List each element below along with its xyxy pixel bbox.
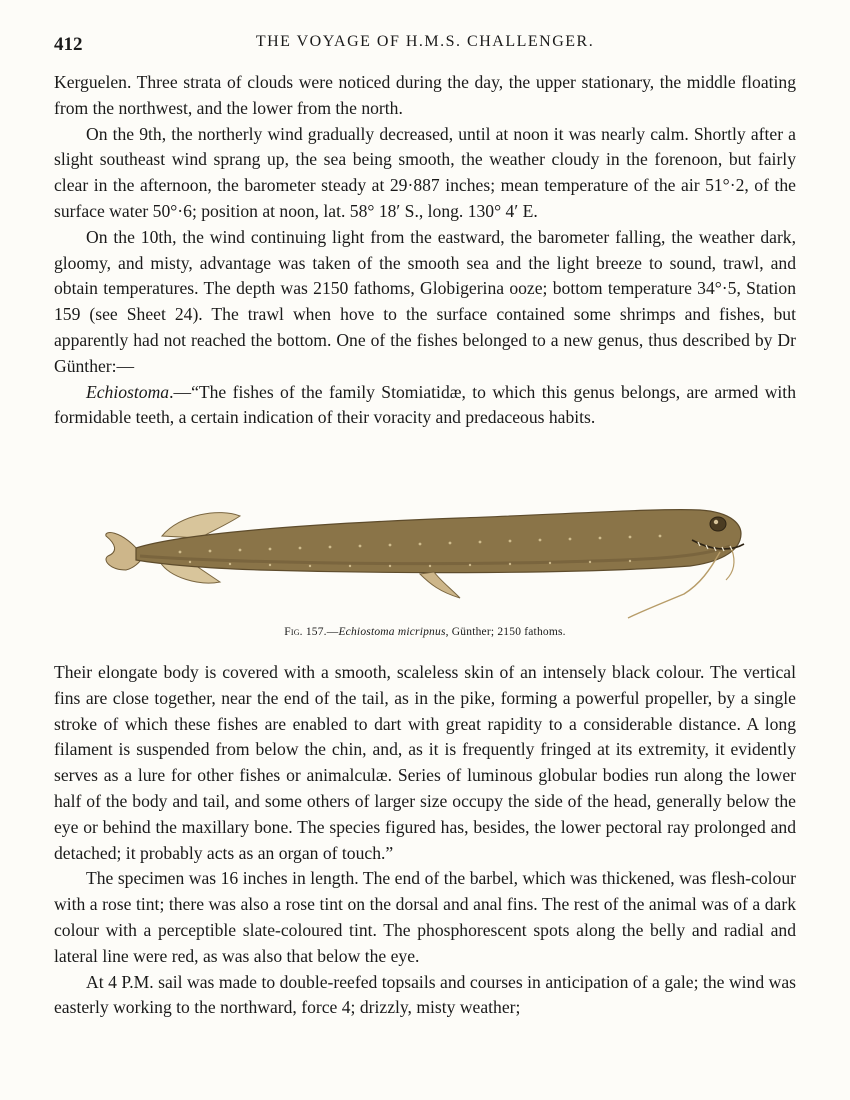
paragraph: The specimen was 16 inches in length. The end of the barbel, which was thickened, was flesh-colour with a rose tint; there was also a rose tint on the dorsal and anal fins. The rest of the animal was of a dark colour with a perceptible slate-coloured tint. The phosphorescent spots along the belly and radial and lateral line were red, as was also that below the eye.: [54, 868, 796, 966]
page-number: 412: [54, 34, 83, 55]
pectoral-fin: [420, 572, 460, 598]
paragraph: Kerguelen. Three strata of clouds were noticed during the day, the upper stationary, the middle floating from the northwest, and the lower from the north.: [54, 72, 796, 118]
figure-caption-rest: , Günther; 2150 fathoms.: [445, 626, 566, 638]
fish-eye: [710, 517, 726, 531]
page-header: [54, 30, 796, 58]
running-title: THE VOYAGE OF H.M.S. CHALLENGER.: [255, 33, 595, 50]
genus-name: Echiostoma: [86, 381, 170, 402]
echiostoma-fish-drawing: [100, 500, 760, 628]
paragraph: Their elongate body is covered with a smooth, scaleless skin of an intensely black colour. The vertical fins are close together, near the end of the tail, as in the pike, forming a powerful propeller, by a single stroke of which these fishes are enabled to dart with great rapidity to a considerable distance. A long filament is suspended from below the chin, and, as it is frequently fringed at its extremity, it evidently serves as a lure for other fishes or animalculæ. Series of luminous globular bodies run along the lower half of the body and tail, and some others of larger size occupy the side of the head, generally below the eye or behind the maxillary bone. The species figured has, besides, the lower pectoral ray prolonged and detached; it probably acts as an organ of touch.”: [54, 662, 796, 863]
fish-illustration: [100, 500, 760, 628]
figure-species: Echiostoma micripnus: [338, 626, 446, 638]
figure-label: Fig. 157.: [284, 626, 327, 638]
text-block-bottom: [54, 660, 796, 1021]
paragraph: On the 9th, the northerly wind gradually decreased, until at noon it was nearly calm. Shortly after a slight southeast wind sprang up, the sea being smooth, the weather cloudy in the forenoon, but fairly clear in the afternoon, the barometer steady at 29·887 inches; mean temperature of the air 51°·2, of the surface water 50°·6; position at noon, lat. 58° 18′ S., long. 130° 4′ E.: [54, 123, 796, 221]
paragraph: At 4 P.M. sail was made to double-reefed topsails and courses in anticipation of a gale; the wind was easterly working to the northward, force 4; drizzly, misty weather;: [54, 971, 796, 1018]
paragraph-text: .—“The fishes of the family Stomiatidæ, to which this genus belongs, are armed with formidable teeth, a certain indication of their voracity and predaceous habits.: [54, 381, 796, 428]
text-block-top: [54, 70, 796, 431]
paragraph: On the 10th, the wind continuing light from the eastward, the barometer falling, the weather dark, gloomy, and misty, advantage was taken of the smooth sea and the light breeze to sound, trawl, and obtain temperatures. The depth was 2150 fathoms, Globigerina ooze; bottom temperature 34°·5, Station 159 (see Sheet 24). The trawl when hove to the surface contained some shrimps and fishes, but apparently had not reached the bottom. One of the fishes belonged to a new genus, thus described by Dr Günther:—: [54, 226, 796, 376]
paragraph: [54, 380, 796, 432]
figure-caption: Fig. 157.—Echiostoma micripnus, Günther; 2150 fathoms.: [284, 626, 566, 638]
